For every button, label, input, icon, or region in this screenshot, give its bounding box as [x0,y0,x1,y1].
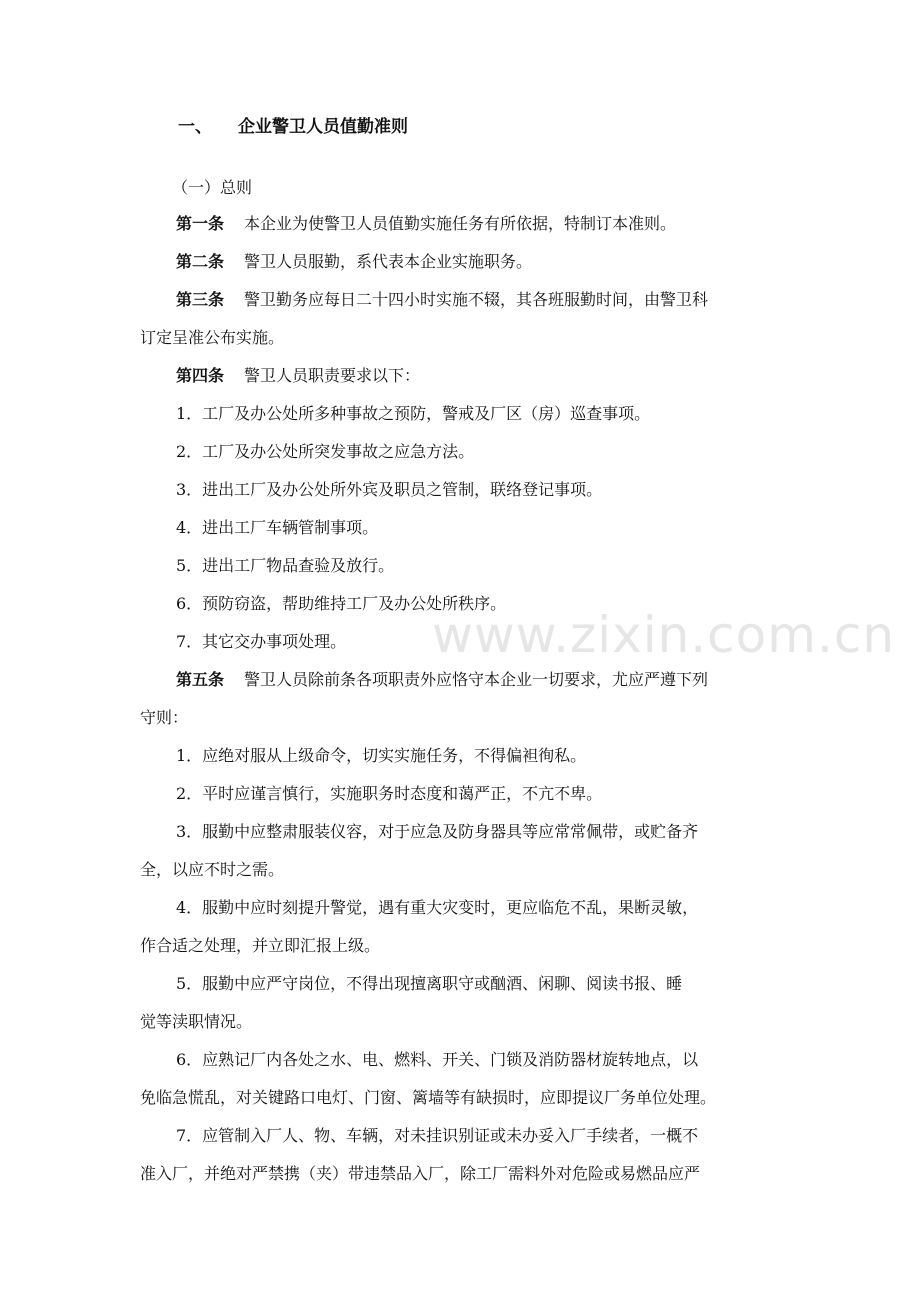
article-text: 警卫人员服勤，系代表本企业实施职务。 [244,252,533,271]
article-4 [176,365,420,387]
rule-item-continued: 准入厂，并绝对严禁携（夹）带违禁品入厂，除工厂需料外对危险或易燃品应严 [140,1164,701,1183]
rule-item: 2．平时应谨言慎行，实施职务时态度和蔼严正，不亢不卑。 [176,784,603,803]
article-text: 警卫人员职责要求以下： [244,366,421,385]
duty-item: 4．进出工厂车辆管制事项。 [176,518,379,537]
rule-item-continued: 全，以应不时之需。 [140,860,285,879]
chapter-number: 一、 [178,117,212,137]
article-label: 第四条 [176,366,225,385]
article-5-continued: 守则： [140,708,189,727]
duty-item: 2．工厂及办公处所突发事故之应急方法。 [176,442,475,461]
rule-item: 3．服勤中应整肃服装仪容，对于应急及防身器具等应常常佩带，或贮备齐 [176,822,699,841]
rule-item-continued: 作合适之处理，并立即汇报上级。 [140,936,381,955]
article-1 [176,213,676,235]
article-5 [176,669,708,691]
watermark: www.zixin.com.cn [432,606,896,664]
article-3-continued: 订定呈准公布实施。 [140,328,285,347]
article-label: 第二条 [176,252,225,271]
article-2 [176,251,532,273]
duty-item: 5．进出工厂物品查验及放行。 [176,556,395,575]
rule-item: 5．服勤中应严守岗位，不得出现擅离职守或酗酒、闲聊、阅读书报、睡 [176,974,683,993]
chapter-title: 企业警卫人员值勤准则 [238,117,408,137]
rule-item-continued: 觉等渎职情况。 [140,1012,253,1031]
rule-item: 7．应管制入厂人、物、车辆，对未挂识别证或未办妥入厂手续者，一概不 [176,1126,699,1145]
chapter-heading [178,112,408,137]
duty-item: 1．工厂及办公处所多种事故之预防，警戒及厂区（房）巡查事项。 [176,404,651,423]
article-label: 第五条 [176,670,225,689]
article-3 [176,289,708,311]
duty-item: 6．预防窃盗，帮助维持工厂及办公处所秩序。 [176,594,507,613]
rule-item: 4．服勤中应时刻提升警觉，遇有重大灾变时，更应临危不乱，果断灵敏， [176,898,699,917]
rule-item-continued: 免临急慌乱，对关键路口电灯、门窗、篱墙等有缺损时，应即提议厂务单位处理。 [140,1088,717,1107]
article-text: 警卫勤务应每日二十四小时实施不辍，其各班服勤时间，由警卫科 [244,290,709,309]
duty-item: 7．其它交办事项处理。 [176,632,347,651]
article-label: 第三条 [176,290,225,309]
rule-item: 6．应熟记厂内各处之水、电、燃料、开关、门锁及消防器材旋转地点，以 [176,1050,699,1069]
rule-item: 1．应绝对服从上级命令，切实实施任务，不得偏袒徇私。 [176,746,587,765]
article-label: 第一条 [176,214,225,233]
duty-item: 3．进出工厂及办公处所外宾及职员之管制，联络登记事项。 [176,480,603,499]
section-title: （一）总则 [172,178,253,197]
article-text: 警卫人员除前条各项职责外应恪守本企业一切要求，尤应严遵下列 [244,670,709,689]
article-text: 本企业为使警卫人员值勤实施任务有所依据，特制订本准则。 [244,214,677,233]
